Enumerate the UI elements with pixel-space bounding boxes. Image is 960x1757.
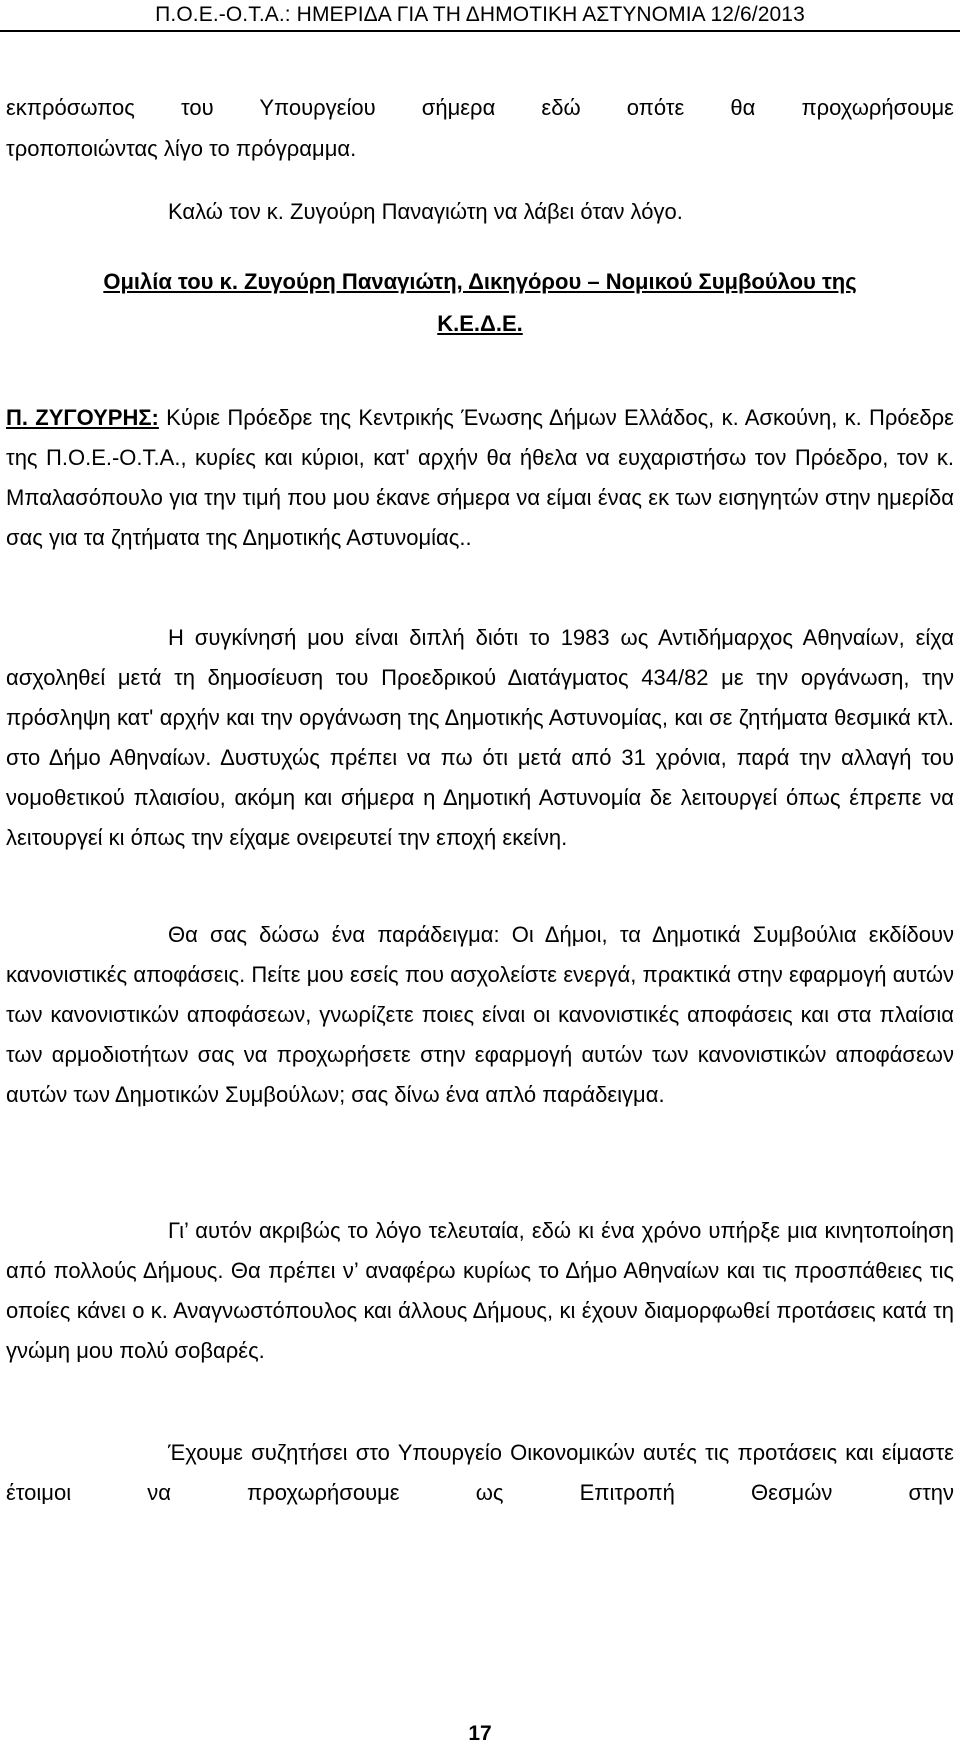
speech-paragraph-5: Έχουμε συζητήσει στο Υπουργείο Οικονομικών αυτές τις προτάσεις και είμαστε έτοιμοι να προχωρήσουμε ως Επιτροπή Θεσμών στην [6,1440,954,1505]
header-title: Π.Ο.Ε.-Ο.Τ.Α.: ΗΜΕΡΙΔΑ ΓΙΑ ΤΗ ΔΗΜΟΤΙΚΗ ΑΣΤΥΝΟΜΙΑ 12/6/2013 [155,3,805,26]
speech-heading-line-2: Κ.Ε.Δ.Ε. [437,311,523,336]
speech-paragraph-4: Γι’ αυτόν ακριβώς το λόγο τελευταία, εδώ κι ένα χρόνο υπήρξε μια κινητοποίηση από πολλούς Δήμους. Θα πρέπει ν’ αναφέρω κυρίως το Δήμο Αθηναίων και τις προσπάθειες τις οποίες κάνει ο κ. Αναγνωστόπουλος και άλλους Δήμους, κι έχουν διαμορφωθεί προτάσεις κατά τη γνώμη μου πολύ σοβαρές. [6,1218,954,1363]
speech-paragraph-2: Η συγκίνησή μου είναι διπλή διότι το 1983 ως Αντιδήμαρχος Αθηναίων, είχα ασχοληθεί μετά τη δημοσίευση του Προεδρικού Διατάγματος 434/82 με την οργάνωση, την πρόσληψη κατ' αρχήν και την οργάνωση της Δημοτικής Αστυνομίας, και σε ζητήματα θεσμικά κτλ. στο Δήμο Αθηναίων. Δυστυχώς πρέπει να πω ότι μετά από 31 χρόνια, παρά την αλλαγή του νομοθετικού πλαισίου, ακόμη και σήμερα η Δημοτική Αστυνομία δε λειτουργεί όπως έπρεπε να λειτουργεί κι όπως την είχαμε ονειρευτεί την εποχή εκείνη. [6,625,954,850]
speech-heading-line-1: Ομιλία του κ. Ζυγούρη Παναγιώτη, Δικηγόρου – Νομικού Συμβούλου της [103,269,857,294]
call-to-speaker: Καλώ τον κ. Ζυγούρη Παναγιώτη να λάβει όταν λόγο. [168,199,683,224]
page-header [0,0,960,32]
speaker-name: Π. ΖΥΓΟΥΡΗΣ: [6,405,159,430]
speech-paragraph-3: Θα σας δώσω ένα παράδειγμα: Οι Δήμοι, τα Δημοτικά Συμβούλια εκδίδουν κανονιστικές αποφάσεις. Πείτε μου εσείς που ασχολείστε ενεργά, πρακτικά στην εφαρμογή αυτών των κανονιστικών αποφάσεων, γνωρίζετε ποιες είναι οι κανονιστικές αποφάσεις και στα πλαίσια των αρμοδιοτήτων σας να προχωρήσετε στην εφαρμογή αυτών των κανονιστικών αποφάσεων αυτών των Δημοτικών Συμβούλων; σας δίνω ένα απλό παράδειγμα. [6,922,954,1107]
speech-paragraph-1-text: Κύριε Πρόεδρε της Κεντρικής Ένωσης Δήμων Ελλάδος, κ. Ασκούνη, κ. Πρόεδρε της Π.Ο.Ε.-Ο.Τ.Α., κυρίες και κύριοι, κατ' αρχήν θα ήθελα να ευχαριστήσω τον Πρόεδρο, τον κ. Μπαλασόπουλο για την τιμή που μου έκανε σήμερα να είμαι ένας εκ των εισηγητών στην ημερίδα σας για τα ζητήματα της Δημοτικής Αστυνομίας.. [6,405,954,550]
intro-line-1: εκπρόσωπος του Υπουργείου σήμερα εδώ οπότε θα προχωρήσουμε [6,95,954,120]
page-number: 17 [468,1722,492,1745]
speech-paragraph-1 [6,398,954,558]
intro-line-2: τροποποιώντας λίγο το πρόγραμμα. [6,136,357,161]
